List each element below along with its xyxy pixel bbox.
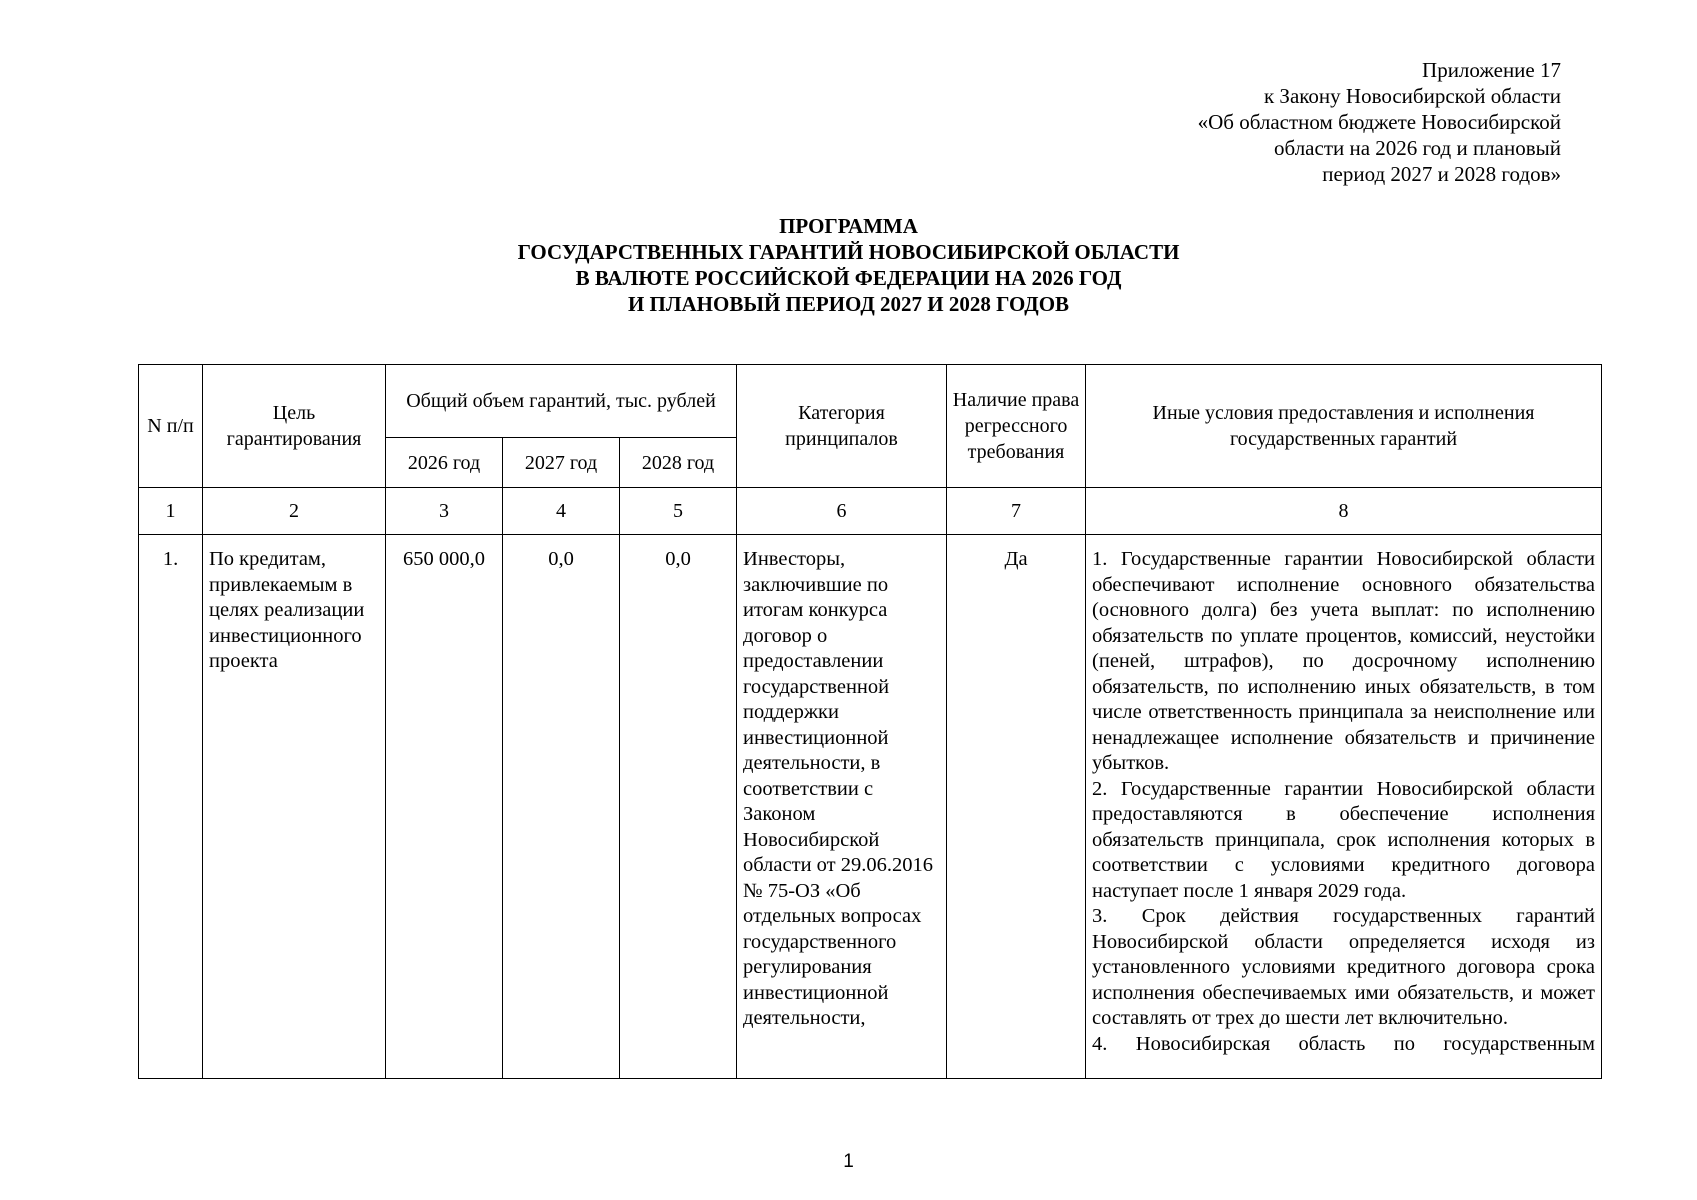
header-category: Категория принципалов [737,365,947,488]
column-number: 5 [620,488,737,535]
row-category: Инвесторы, заключившие по итогам конкурса договор о предоставлении государственной поддержки инвестиционной деятельности, в соответствии с Законом Новосибирской области от 29.06.2016 № 75-ОЗ «Об отдельных вопросах государственного регулирования инвестиционной деятельности, [737,535,947,1079]
column-number: 1 [139,488,203,535]
row-num: 1. [139,535,203,1079]
title-line: И ПЛАНОВЫЙ ПЕРИОД 2027 И 2028 ГОДОВ [627,292,1070,316]
column-number: 2 [203,488,386,535]
column-number: 8 [1086,488,1602,535]
title-line: ПРОГРАММА [779,214,918,238]
header-num: N п/п [139,365,203,488]
row-conditions [1086,535,1602,1079]
row-purpose: По кредитам, привлекаемым в целях реализации инвестиционного проекта [203,535,386,1079]
appendix-line: области на 2026 год и плановый [1274,136,1561,160]
condition-item: 2. Государственные гарантии Новосибирской области предоставляются в обеспечение исполнения обязательств принципала, срок исполнения которых в соответствии с условиями кредитного договора наступает после 1 января 2029 года. [1092,777,1596,902]
appendix-line: «Об областном бюджете Новосибирской [1197,110,1561,134]
appendix-line: период 2027 и 2028 годов» [1322,162,1561,186]
title-line: В ВАЛЮТЕ РОССИЙСКОЙ ФЕДЕРАЦИИ НА 2026 ГОД [575,266,1122,290]
appendix-line: к Закону Новосибирской области [1263,84,1561,108]
column-number: 6 [737,488,947,535]
row-volume-2026: 650 000,0 [386,535,503,1079]
column-number: 3 [386,488,503,535]
header-year-2027: 2027 год [503,438,620,488]
condition-item: 3. Срок действия государственных гарантий Новосибирской области определяется исходя из установленного условиями кредитного договора срока исполнения обеспечиваемых ими обязательств, и может составлять от трех до шести лет включительно. [1092,905,1596,1029]
row-volume-2027: 0,0 [503,535,620,1079]
appendix-line: Приложение 17 [1422,58,1561,82]
title-line: ГОСУДАРСТВЕННЫХ ГАРАНТИЙ НОВОСИБИРСКОЙ ОБЛАСТИ [517,240,1180,264]
header-year-2028: 2028 год [620,438,737,488]
column-number: 4 [503,488,620,535]
row-regress: Да [947,535,1086,1079]
header-conditions: Иные условия предоставления и исполнения государственных гарантий [1086,365,1602,488]
page-number: 1 [843,1151,854,1172]
column-number-row [139,488,1602,535]
header-purpose: Цель гарантирования [203,365,386,488]
document-title [0,213,1697,317]
condition-item: 1. Государственные гарантии Новосибирской области обеспечивают исполнение основного обязательства (основного долга) без учета выплат: по исполнению обязательств по уплате процентов, комиссий, неустойки (пеней, штрафов), по досрочному исполнению обязательств, по исполнению иных обязательств, в том числе ответственность принципала за неисполнение или ненадлежащее исполнение обязательств и причинение убытков. [1092,548,1596,774]
header-year-2026: 2026 год [386,438,503,488]
column-number: 7 [947,488,1086,535]
header-row [139,365,1602,438]
guarantees-table [138,364,1602,1079]
table-row [139,535,1602,1079]
header-regress: Наличие права регрессного требования [947,365,1086,488]
header-volume: Общий объем гарантий, тыс. рублей [386,365,737,438]
condition-item: 4. Новосибирская область по государственным [1092,1032,1596,1055]
appendix-block [1198,57,1561,187]
row-volume-2028: 0,0 [620,535,737,1079]
